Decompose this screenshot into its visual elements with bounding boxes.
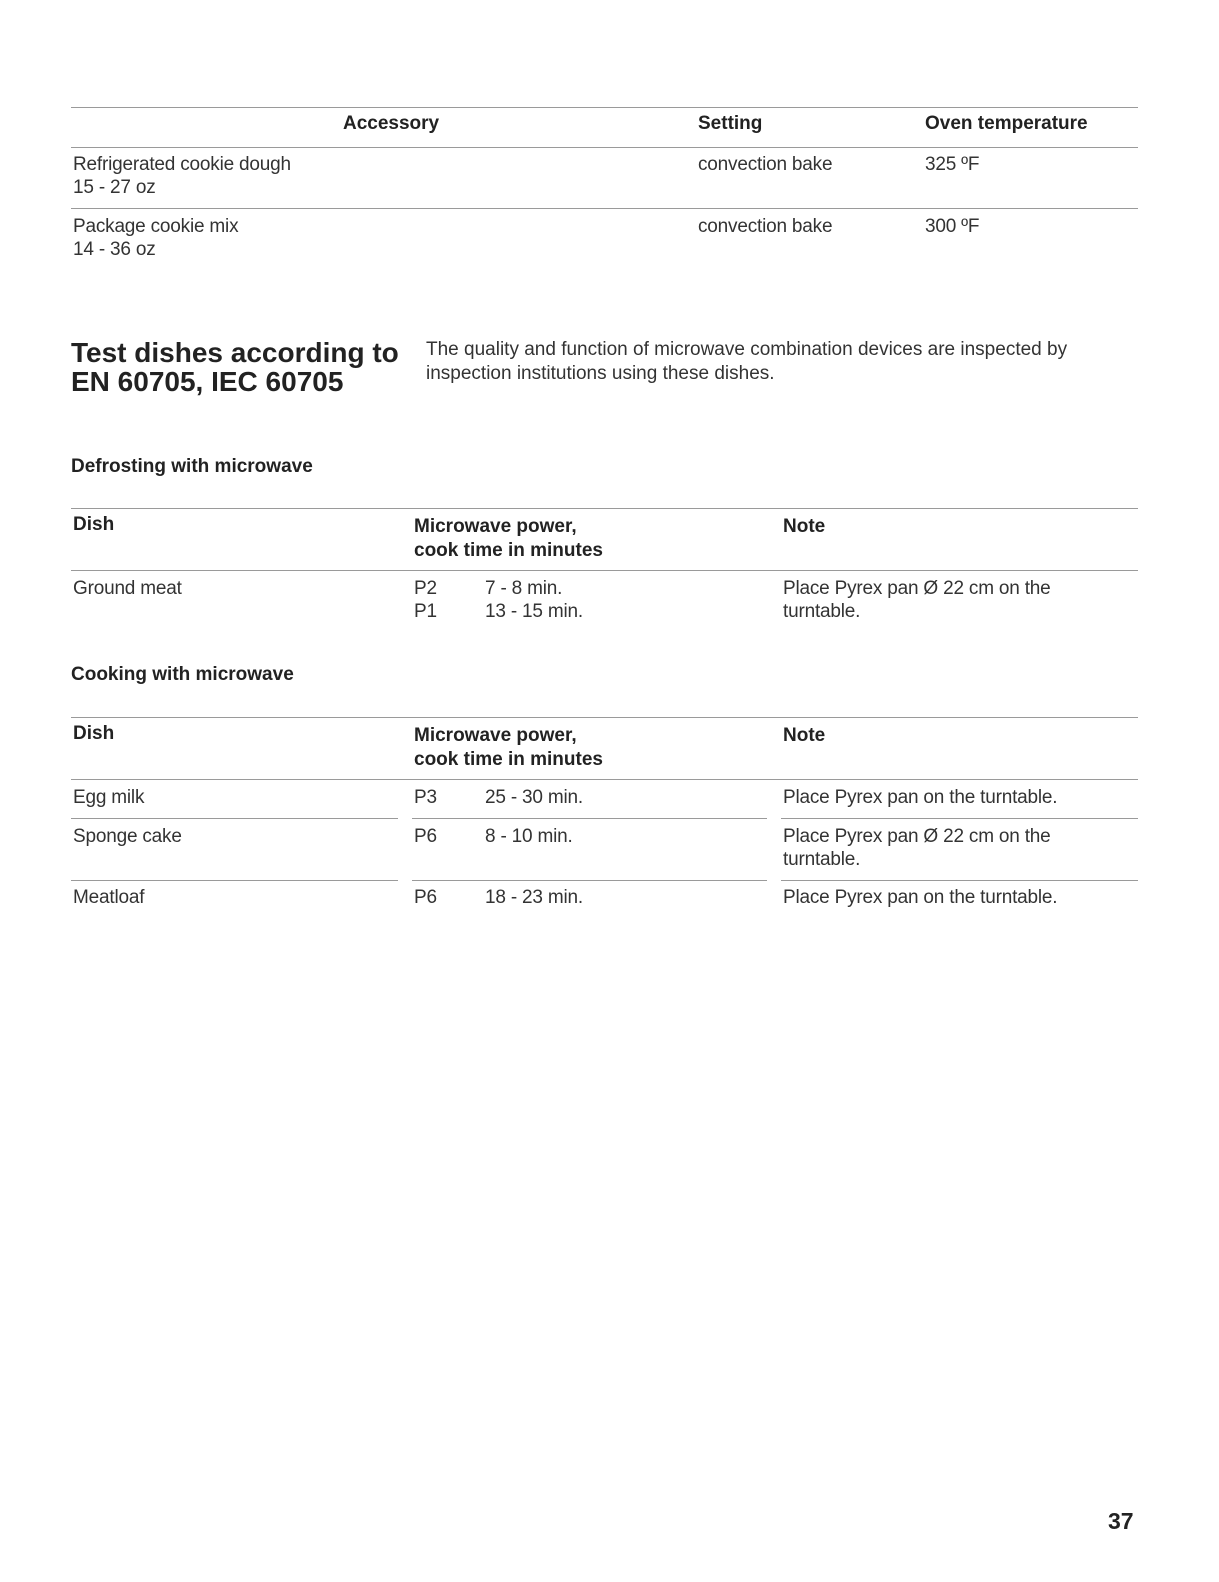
defrost-header-rule [71,570,1138,571]
cooking-row3-note: Place Pyrex pan on the turntable. [783,887,1058,908]
cooking-header-note: Note [783,725,826,746]
cooking-row2-dish: Sponge cake [73,826,182,847]
cooking-row2-time: 8 - 10 min. [485,826,573,847]
cooking-top-rule [71,717,1138,718]
defrost-row1-power-1: P2 [414,578,437,599]
table1-top-rule [71,107,1138,108]
cooking-header-rule [71,779,1138,780]
section-intro [426,338,1067,386]
defrost-row1-dish: Ground meat [73,578,182,599]
cooking-row3-time: 18 - 23 min. [485,887,583,908]
defrost-header-power-line1: Microwave power, [414,516,577,537]
cooking-header-power [414,724,603,772]
table1-row2-accessory-name: Package cookie mix [73,216,239,237]
page-number: 37 [1108,1508,1134,1534]
section-title-line2: EN 60705, IEC 60705 [71,366,344,397]
defrost-row1-time-2: 13 - 15 min. [485,601,583,622]
section-intro-line2: inspection institutions using these dishes. [426,363,775,384]
cooking-header-power-line2: cook time in minutes [414,749,603,770]
table1-row1-accessory [73,153,291,199]
cooking-row1-dish: Egg milk [73,787,145,808]
cooking-row2-rule-dish [71,880,398,881]
cooking-row1-rule-note [781,818,1138,819]
cooking-row2-rule-note [781,880,1138,881]
section-title-line1: Test dishes according to [71,337,399,368]
cooking-row3-dish: Meatloaf [73,887,145,908]
defrost-row1-note-line1: Place Pyrex pan Ø 22 cm on the [783,578,1051,599]
defrost-row1-time-1: 7 - 8 min. [485,578,563,599]
defrost-top-rule [71,508,1138,509]
table1-row1-accessory-name: Refrigerated cookie dough [73,154,291,175]
defrost-heading: Defrosting with microwave [71,456,313,477]
defrost-row1-power [414,577,437,623]
cooking-row1-power: P3 [414,787,437,808]
table1-header-setting: Setting [698,113,763,134]
cooking-header-dish: Dish [73,723,115,744]
cooking-row2-rule-power [412,880,767,881]
cooking-row3-power: P6 [414,887,437,908]
table1-header-rule [71,147,1138,148]
table1-row1-temperature: 325 ºF [925,154,980,175]
defrost-row1-power-2: P1 [414,601,437,622]
table1-header-temperature: Oven temperature [925,113,1088,134]
table1-row2-accessory [73,215,238,261]
table1-row2-setting: convection bake [698,216,833,237]
defrost-header-dish: Dish [73,514,115,535]
table1-row1-setting: convection bake [698,154,833,175]
cooking-row1-rule-power [412,818,767,819]
section-title [71,338,399,396]
cooking-row1-rule-dish [71,818,398,819]
defrost-header-power [414,515,603,563]
cooking-row2-note-line1: Place Pyrex pan Ø 22 cm on the [783,826,1051,847]
cooking-row1-note: Place Pyrex pan on the turntable. [783,787,1058,808]
table1-row2-accessory-weight: 14 - 36 oz [73,239,156,260]
cooking-row2-note [783,825,1051,871]
table1-row1-accessory-weight: 15 - 27 oz [73,177,156,198]
cooking-row1-time: 25 - 30 min. [485,787,583,808]
cooking-row2-note-line2: turntable. [783,849,861,870]
table1-header-accessory: Accessory [343,113,440,134]
defrost-header-note: Note [783,516,826,537]
defrost-row1-time [485,577,583,623]
cooking-header-power-line1: Microwave power, [414,725,577,746]
table1-row2-temperature: 300 ºF [925,216,980,237]
table1-row-rule [71,208,1138,209]
cooking-heading: Cooking with microwave [71,664,294,685]
defrost-header-power-line2: cook time in minutes [414,540,603,561]
cooking-row2-power: P6 [414,826,437,847]
defrost-row1-note [783,577,1051,623]
section-intro-line1: The quality and function of microwave combination devices are inspected by [426,339,1068,360]
defrost-row1-note-line2: turntable. [783,601,861,622]
